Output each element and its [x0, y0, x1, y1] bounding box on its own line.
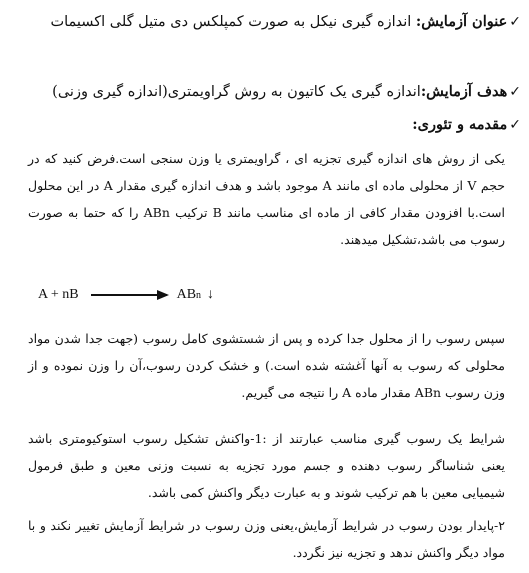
experiment-goal-label: هدف آزمایش:: [420, 83, 508, 100]
experiment-goal: [8, 80, 521, 104]
experiment-goal-text: اندازه گیری یک کاتیون به روش گراویمتری(اندازه گیری وزنی): [52, 84, 421, 100]
separation-paragraph: سپس رسوب را از محلول جدا کرده و پس از شستشوی کامل رسوب (جهت جدا شدن مواد محلولی که رسوب به آنها آغشته شده است.) و خشک کردن رسوب،آن را وزن نموده و از وزن رسوب ABn مقدار ماده A را نتیجه می گیریم.: [28, 331, 505, 400]
intro-heading: [8, 113, 521, 137]
conditions-paragraph: شرایط یک رسوب گیری مناسب عبارتند از :1-واکنش تشکیل رسوب استوکیومتری باشد یعنی شناساگر رسوب دهنده و جسم مورد تجزیه به نسبت وزنی معین و طبق فرمول شیمیایی معین با هم ترکیب شوند و به عبارت دیگر واکنش کمی باشد.: [28, 431, 505, 500]
intro-paragraph: یکی از روش های اندازه گیری تجزیه ای ، گراویمتری یا وزن سنجی است.فرض کنید که در حجم V از محلولی ماده ای مانند A موجود باشد و هدف اندازه گیری مقدار A در این محلول است.با افزودن مقدار کافی از ماده ای مناسب مانند B ترکیب ABn را که حتما به صورت رسوب می باشد،تشکیل میدهند.: [28, 151, 505, 247]
equation-reactants: A + nB: [38, 287, 79, 302]
intro-heading-label: مقدمه و تئوری:: [412, 116, 508, 133]
experiment-title: [8, 10, 521, 34]
checkmark-icon: ✓: [509, 84, 521, 100]
reaction-arrow-icon: [91, 294, 167, 296]
reaction-equation: [38, 287, 214, 303]
checkmark-icon: ✓: [509, 117, 521, 133]
equation-subscript: n: [196, 289, 202, 301]
experiment-title-label: عنوان آزمایش:: [415, 13, 508, 30]
precipitate-down-arrow: ↓: [207, 287, 215, 302]
checkmark-icon: ✓: [509, 14, 521, 30]
equation-product: AB: [176, 287, 197, 302]
stability-paragraph: ۲-پایدار بودن رسوب در شرایط آزمایش،یعنی وزن رسوب در شرایط آزمایش تغییر نکند و با مواد دیگر واکنش ندهد و تجزیه نیز نگردد.: [28, 518, 505, 560]
experiment-title-text: اندازه گیری نیکل به صورت کمپلکس دی متیل گلی اکسیمات: [50, 14, 412, 30]
